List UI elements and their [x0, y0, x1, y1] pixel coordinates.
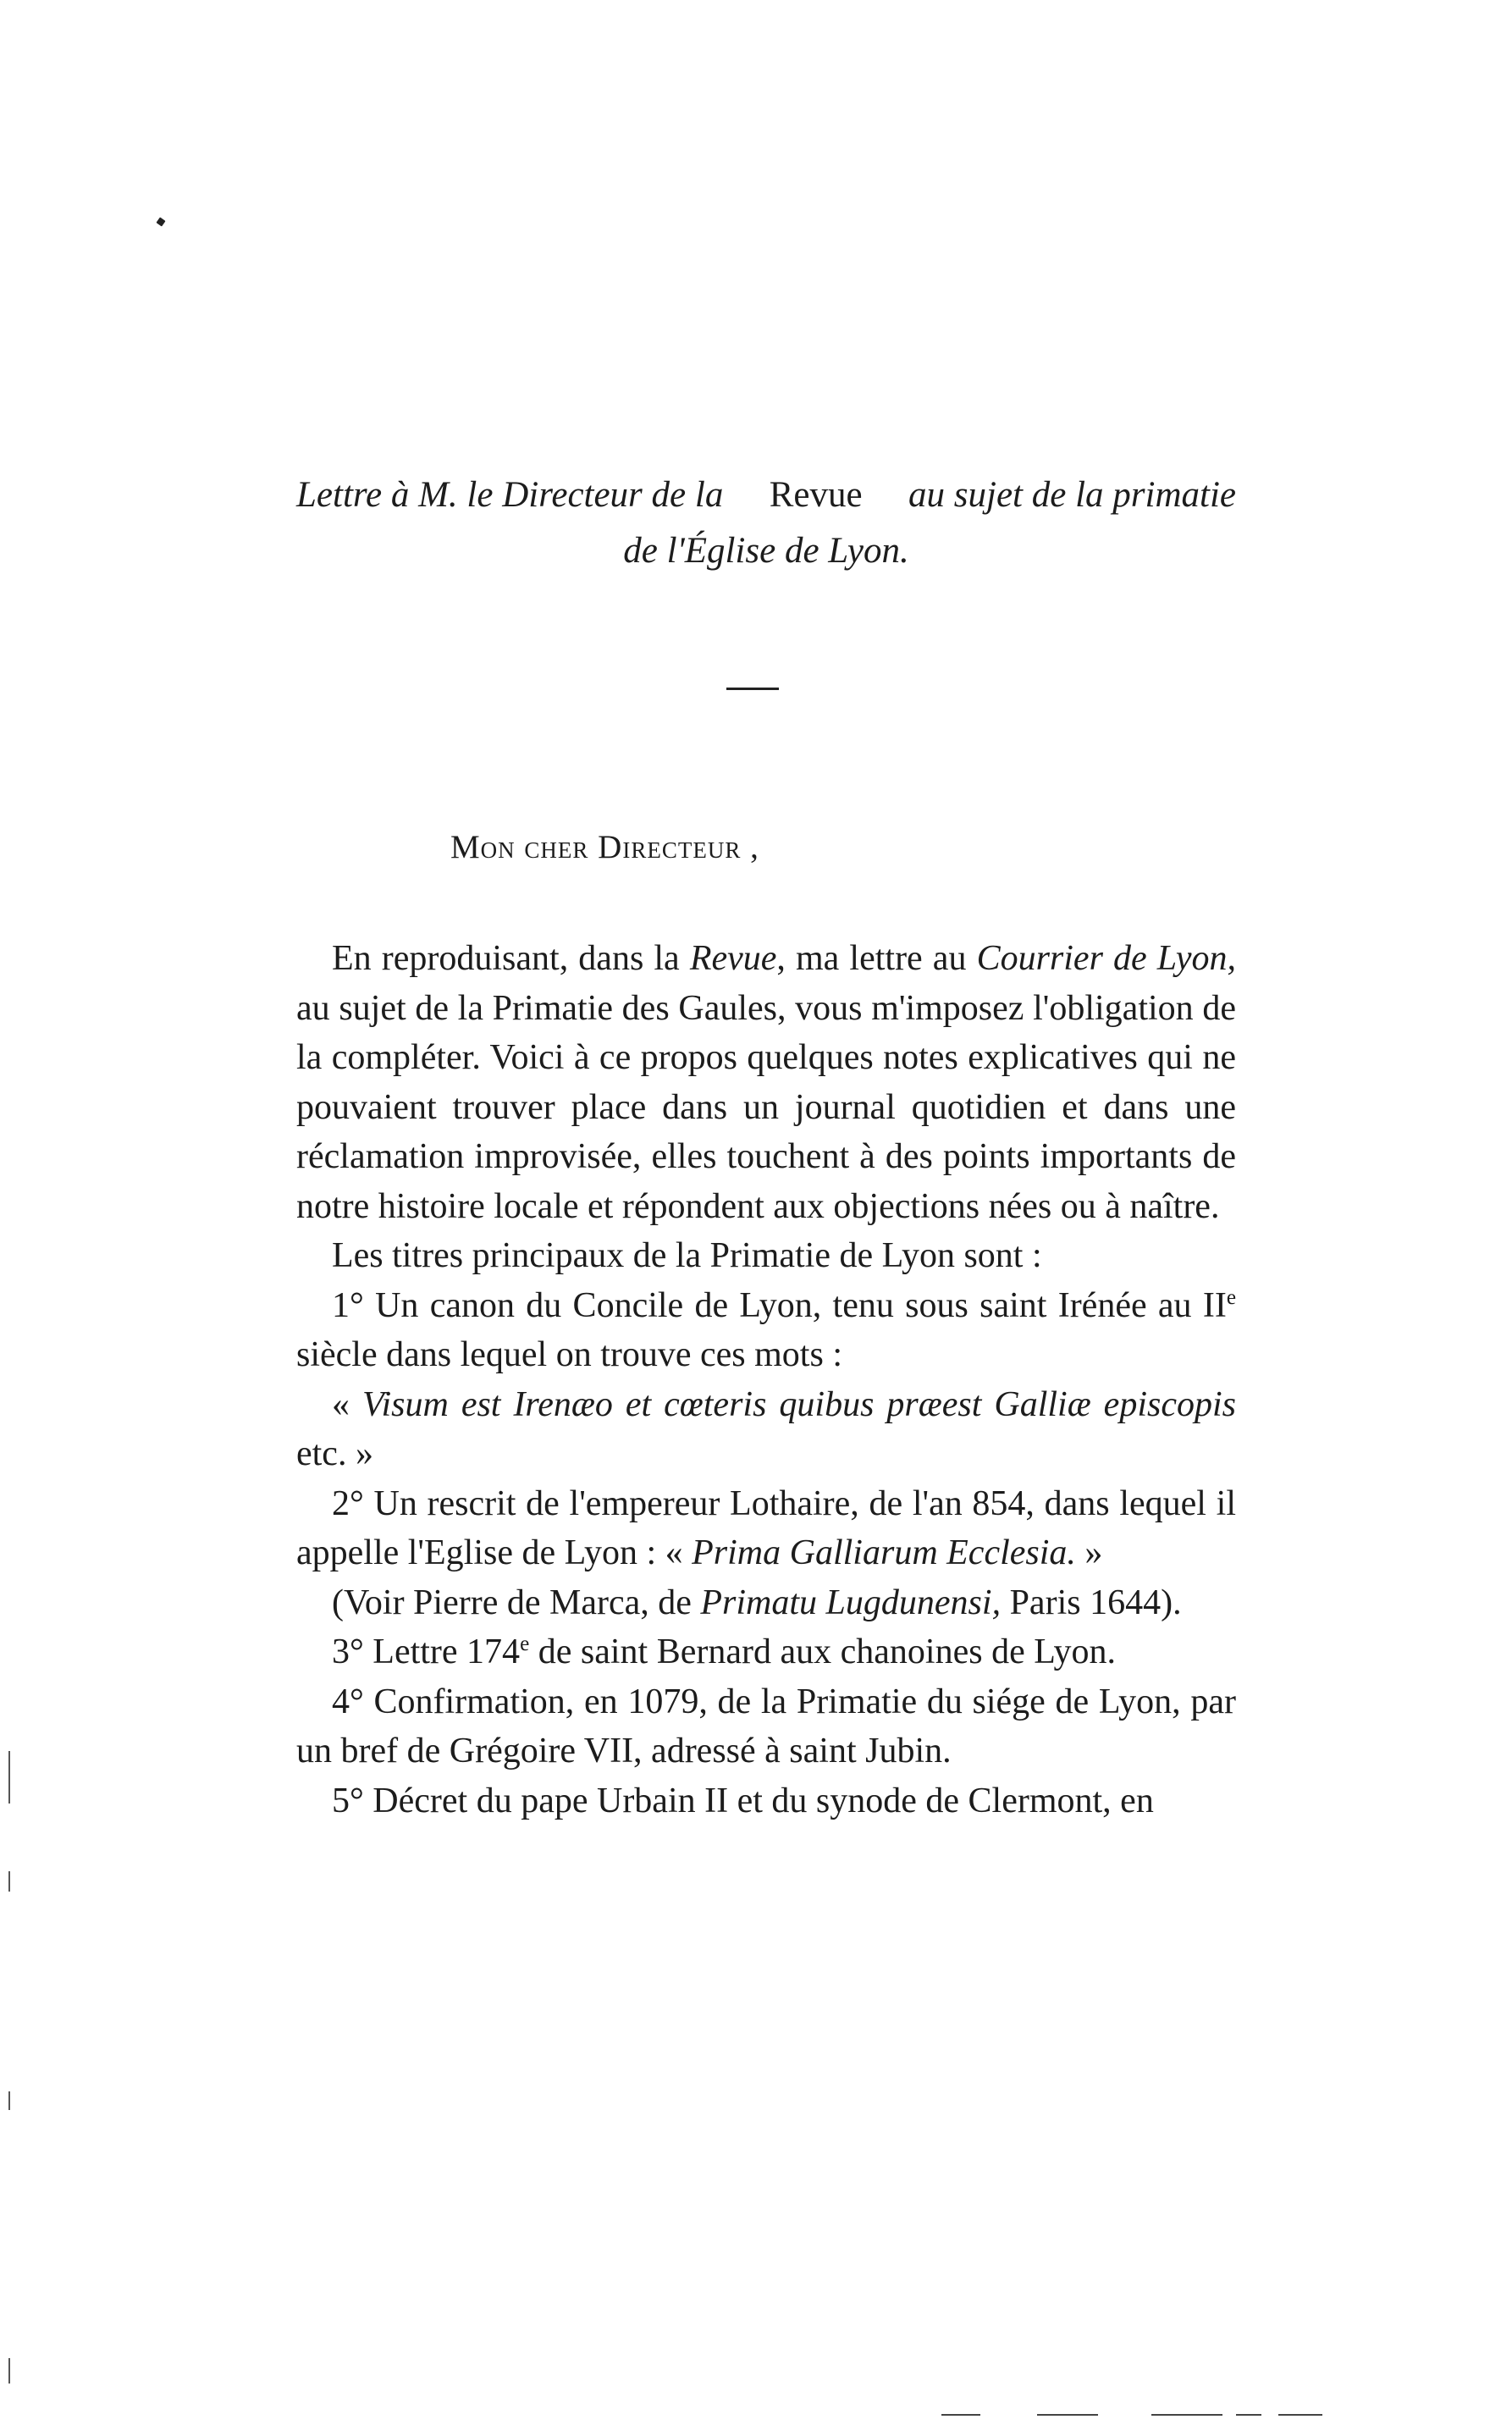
margin-tick: [8, 2358, 10, 2384]
reference-note-text-b: Paris 1644).: [1001, 1583, 1182, 1622]
list-item-3-text-b: de saint Bernard aux chanoines de Lyon.: [529, 1632, 1117, 1671]
paragraph-intro-text-a: En reproduisant, dans la: [332, 939, 690, 978]
latin-quote-open: «: [332, 1384, 362, 1424]
letter-title: [296, 467, 1236, 579]
list-item-2: [296, 1479, 1236, 1578]
title-part-3: au sujet de la primatie: [908, 475, 1236, 515]
margin-tick: [8, 1871, 10, 1892]
paragraph-intro-text-b: , ma lettre au: [776, 939, 977, 978]
footer-dash: [1236, 2414, 1261, 2416]
separator-rule: [726, 688, 779, 690]
list-item-3-text-a: Lettre 174: [363, 1632, 521, 1671]
reference-note-title: Primatu Lugdunensi,: [700, 1583, 1002, 1622]
letter-body: [296, 934, 1236, 1826]
reference-note: [296, 1578, 1236, 1628]
latin-quote-text: Visum est Irenæo et cœteris quibus præest Galliæ episcopis: [361, 1384, 1236, 1424]
list-item-5: [296, 1776, 1236, 1826]
footer-dash: [1037, 2414, 1098, 2416]
title-line-1: [296, 467, 1236, 523]
margin-tick: [8, 1751, 10, 1804]
title-revue: Revue: [769, 475, 863, 515]
list-item-2-text-a: Un rescrit de l'empereur Lothaire, de l'an 854, dans lequel il appelle l'Eglise de Lyon : «: [296, 1483, 1236, 1572]
title-line-2: de l'Église de Lyon.: [623, 531, 909, 571]
list-item-2-latin: Prima Galliarum Ecclesia.: [692, 1533, 1076, 1572]
list-item-3-sup: e: [520, 1632, 530, 1655]
title-part-1: Lettre à M. le Directeur de la: [296, 475, 724, 515]
list-item-1-number: 1°: [332, 1285, 364, 1325]
paragraph-intro: [296, 934, 1236, 1231]
list-item-2-text-b: »: [1075, 1533, 1103, 1572]
footer-dash: [1151, 2414, 1222, 2416]
list-item-4-text: Confirmation, en 1079, de la Primatie du siége de Lyon, par un bref de Grégoire VII, adressé à saint Jubin.: [296, 1682, 1236, 1770]
latin-quote: [296, 1380, 1236, 1479]
list-item-4: [296, 1677, 1236, 1776]
footer-dash: [1278, 2414, 1322, 2416]
list-item-5-number: 5°: [332, 1781, 364, 1820]
salutation: Mon cher Directeur ,: [450, 829, 759, 865]
list-item-4-number: 4°: [332, 1682, 364, 1721]
stray-ink-mark: [156, 217, 165, 226]
list-item-1-sup: e: [1226, 1285, 1236, 1309]
paragraph-titles: Les titres principaux de la Primatie de Lyon sont :: [332, 1236, 1042, 1275]
paragraph-intro-courrier: Courrier de Lyon,: [976, 939, 1237, 978]
list-item-3-number: 3°: [332, 1632, 364, 1671]
reference-note-text-a: (Voir Pierre de Marca, de: [332, 1583, 701, 1622]
list-item-1-text-b: siècle dans lequel on trouve ces mots :: [296, 1335, 842, 1374]
list-item-1: [296, 1281, 1236, 1380]
paragraph-intro-text-c: au sujet de la Primatie des Gaules, vous m'imposez l'obligation de la compléter. Voici à ce propos quelques notes explicatives qui ne pouvaient trouver place dans un journal quotidien et dans une réclamation improvisée, elles touchent à des points importants de notre histoire locale et répondent aux objections nées ou à naître.: [296, 988, 1236, 1226]
footer-dash: [941, 2414, 980, 2416]
list-item-2-number: 2°: [332, 1483, 364, 1523]
margin-tick: [8, 2091, 10, 2110]
paragraph-intro-revue: Revue: [689, 939, 777, 978]
list-item-3: [296, 1627, 1236, 1677]
list-item-5-text: Décret du pape Urbain II et du synode de Clermont, en: [363, 1781, 1154, 1820]
latin-quote-close: etc. »: [296, 1434, 373, 1473]
list-item-1-text-a: Un canon du Concile de Lyon, tenu sous saint Irénée au II: [363, 1285, 1227, 1325]
